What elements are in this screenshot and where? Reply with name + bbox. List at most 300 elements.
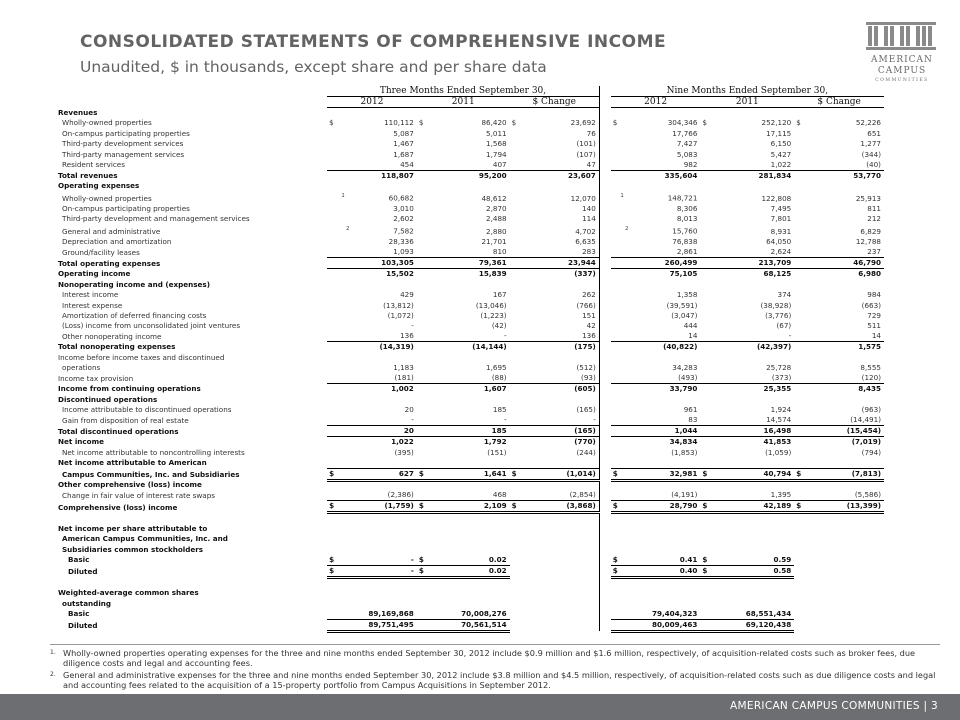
dollar-sign (611, 598, 624, 608)
row-value (807, 523, 884, 533)
row-value: 21,701 (481, 237, 507, 247)
row-label: Basic (68, 555, 90, 565)
row-value (429, 279, 509, 289)
row-value: 185 (429, 426, 509, 437)
row-value: (13,812) (383, 300, 414, 310)
dollar-sign (794, 426, 807, 437)
header-change-ytd: $ Change (794, 97, 884, 108)
header-2011-ytd: 2011 (700, 97, 794, 108)
row-value: $^2$ 7,582 (346, 226, 414, 236)
row-label: Depreciation and amortization (62, 237, 172, 247)
row-value (522, 394, 599, 404)
table-row (54, 447, 884, 457)
row-value: (42) (491, 321, 507, 331)
row-value (340, 458, 417, 468)
row-value: 729 (867, 310, 881, 320)
row-value: 468 (492, 490, 507, 500)
table-row (54, 181, 884, 191)
row-value: 23,692 (570, 118, 596, 128)
row-value: 1,467 (393, 139, 414, 149)
row-value: 47 (586, 159, 596, 169)
row-value: 212 (867, 214, 881, 224)
row-value (522, 181, 599, 191)
dollar-sign (417, 458, 430, 468)
dollar-sign (794, 191, 807, 203)
dollar-sign (700, 363, 713, 373)
row-value (429, 394, 509, 404)
row-value (522, 565, 599, 577)
dollar-sign (700, 269, 713, 280)
row-value: 1,044 (623, 426, 700, 437)
row-value (429, 534, 509, 544)
dollar-sign (327, 523, 340, 533)
dollar-sign (510, 290, 523, 300)
row-label: Third-party development services (62, 139, 184, 149)
dollar-sign (417, 139, 430, 149)
row-value: (5,586) (854, 490, 881, 500)
dollar-sign: $ (418, 118, 424, 128)
row-value: 8,013 (676, 214, 698, 224)
dollar-sign (417, 598, 430, 608)
dollar-sign (510, 247, 523, 258)
dollar-sign (510, 269, 523, 280)
row-value: (14,491) (850, 415, 881, 425)
row-label: (Loss) income from unconsolidated joint ventures (62, 321, 241, 331)
row-value: 86,420 (481, 118, 507, 128)
row-value: 42 (586, 321, 596, 331)
dollar-sign (327, 224, 340, 236)
row-value: 75,105 (623, 269, 700, 280)
dollar-sign (611, 523, 624, 533)
dollar-sign (794, 170, 807, 181)
dollar-sign (510, 108, 523, 118)
dollar-sign (700, 128, 713, 138)
row-value: (395) (394, 447, 414, 457)
row-value (807, 534, 884, 544)
row-value: 1,794 (486, 149, 507, 159)
row-value: (93) (581, 373, 596, 383)
dollar-sign (794, 214, 807, 224)
row-value: 1,002 (340, 384, 417, 395)
row-value: 454 (400, 159, 414, 169)
dollar-sign (700, 191, 713, 203)
table-row (54, 160, 884, 171)
row-value: 83 (688, 415, 698, 425)
row-value: 260,499 (623, 258, 700, 269)
row-label: Total revenues (58, 170, 118, 180)
row-value: - (411, 321, 414, 331)
dollar-sign (700, 139, 713, 149)
dollar-sign (700, 321, 713, 331)
row-value: (107) (576, 149, 596, 159)
dollar-sign (510, 224, 523, 236)
dollar-sign (327, 331, 340, 342)
dollar-sign (611, 331, 624, 342)
dollar-sign (611, 588, 624, 598)
table-row (54, 609, 884, 620)
dollar-sign (700, 544, 713, 554)
dollar-sign: $ (612, 118, 618, 128)
row-value: 122,808 (761, 193, 792, 203)
dollar-sign (510, 405, 523, 415)
row-value: (1,014) (522, 468, 599, 480)
dollar-sign (510, 447, 523, 457)
row-value (429, 577, 509, 587)
dollar-sign (510, 279, 523, 289)
table-row (54, 352, 884, 362)
row-value: 8,931 (770, 226, 792, 236)
row-label: General and administrative (62, 226, 161, 236)
dollar-sign (794, 247, 807, 258)
row-label: Change in fair value of interest rate swaps (62, 490, 216, 500)
dollar-sign (700, 170, 713, 181)
row-value: 23,607 (522, 170, 599, 181)
dollar-sign (611, 415, 624, 426)
table-row (54, 224, 884, 236)
row-value: 374 (777, 290, 792, 300)
row-label: Discontinued operations (58, 394, 158, 404)
row-value: (766) (576, 300, 596, 310)
row-value: - (504, 415, 507, 425)
dollar-sign (510, 480, 523, 490)
row-value: $^1$ 148,721 (620, 193, 698, 203)
row-value: (13,046) (475, 300, 507, 310)
row-label: Income from continuing operations (58, 384, 201, 394)
dollar-sign (417, 447, 430, 457)
row-value: (512) (576, 363, 596, 373)
table-row (54, 118, 884, 128)
row-value (429, 108, 509, 118)
row-value (340, 108, 417, 118)
row-value: 89,751,495 (340, 619, 417, 631)
dollar-sign (794, 290, 807, 300)
row-label: Total discontinued operations (58, 426, 179, 436)
row-value (340, 588, 417, 598)
dollar-sign (417, 269, 430, 280)
table-row (54, 279, 884, 289)
row-value (623, 544, 700, 554)
row-value: 2,861 (676, 247, 698, 257)
dollar-sign (327, 437, 340, 448)
dollar-sign (510, 214, 523, 224)
row-value (340, 394, 417, 404)
row-value: (337) (522, 269, 599, 280)
dollar-sign (700, 258, 713, 269)
row-value: 76,838 (672, 237, 698, 247)
dollar-sign (510, 619, 523, 631)
dollar-sign (327, 149, 340, 159)
page-subtitle: Unaudited, $ in thousands, except share and per share data (80, 58, 547, 76)
dollar-sign (417, 224, 430, 236)
row-value (623, 513, 700, 523)
row-value (522, 598, 599, 608)
row-label: outstanding (62, 598, 112, 608)
table-row (54, 394, 884, 404)
row-value: - (788, 331, 792, 341)
row-value: 1,022 (340, 437, 417, 448)
row-value: (7,019) (807, 437, 884, 448)
row-value: 1,568 (486, 139, 507, 149)
row-value: 25,355 (713, 384, 794, 395)
dollar-sign (794, 279, 807, 289)
row-value: 0.58 (713, 565, 794, 577)
row-value: 984 (867, 290, 881, 300)
row-value (713, 181, 794, 191)
dollar-sign (510, 544, 523, 554)
row-value (713, 279, 794, 289)
table-row (54, 269, 884, 280)
row-value: 69,120,438 (713, 619, 794, 631)
row-value: 5,011 (486, 128, 507, 138)
dollar-sign (794, 224, 807, 236)
dollar-sign (327, 352, 340, 362)
dollar-sign (794, 363, 807, 373)
row-value: 80,009,463 (623, 619, 700, 631)
dollar-sign (611, 311, 624, 321)
row-value: 407 (492, 159, 507, 169)
dollar-sign (327, 290, 340, 300)
dollar-sign (611, 247, 624, 258)
dollar-sign: $ (796, 118, 801, 128)
table-row (54, 565, 884, 577)
row-value: 304,346 (667, 118, 698, 128)
dollar-sign (510, 394, 523, 404)
dollar-sign (417, 352, 430, 362)
row-value (807, 181, 884, 191)
row-value: (1,059) (765, 447, 792, 457)
dollar-sign (417, 513, 430, 523)
dollar-sign (611, 363, 624, 373)
row-value (340, 480, 417, 490)
row-value: 2,488 (486, 214, 507, 224)
dollar-sign (611, 619, 624, 631)
table-row (54, 598, 884, 608)
row-value (807, 619, 884, 631)
row-value: 53,770 (807, 170, 884, 181)
row-value: 651 (867, 128, 881, 138)
row-value: 23,944 (522, 258, 599, 269)
row-value (522, 458, 599, 468)
row-value: 14 (688, 331, 698, 341)
row-value (713, 577, 794, 587)
row-value: 5,427 (770, 149, 792, 159)
row-value: 52,226 (855, 118, 881, 128)
dollar-sign (327, 384, 340, 395)
dollar-sign (327, 480, 340, 490)
table-row (54, 170, 884, 181)
dollar-sign (327, 279, 340, 289)
row-label: Income attributable to discontinued operations (62, 405, 232, 415)
dollar-sign (611, 426, 624, 437)
dollar-sign (611, 480, 624, 490)
row-value: (244) (576, 447, 596, 457)
row-value (522, 352, 599, 362)
dollar-sign (794, 139, 807, 149)
row-value: (3,868) (522, 501, 599, 513)
dollar-sign (700, 609, 713, 620)
row-value: 185 (492, 405, 507, 415)
row-value: (1,223) (480, 310, 507, 320)
row-label: Interest income (62, 290, 119, 300)
row-value: 2,109 (429, 501, 509, 513)
logo-wordmark: AMERICAN CAMPUS COMMUNITIES (871, 55, 933, 83)
row-value: 70,008,276 (461, 608, 507, 618)
dollar-sign (700, 384, 713, 395)
row-value: 110,112 (384, 118, 414, 128)
dollar-sign (611, 490, 624, 501)
row-label: Nonoperating income and (expenses) (58, 279, 210, 289)
row-value (340, 534, 417, 544)
dollar-sign: $ (702, 554, 708, 564)
dollar-sign (700, 160, 713, 171)
dollar-sign (611, 300, 624, 310)
row-value: 79,404,323 (651, 608, 698, 618)
row-value: 25,913 (855, 193, 881, 203)
row-value (807, 588, 884, 598)
row-value (807, 544, 884, 554)
row-value: 281,834 (713, 170, 794, 181)
dollar-sign (700, 588, 713, 598)
table-row (54, 214, 884, 224)
dollar-sign (327, 321, 340, 331)
row-label (54, 577, 327, 587)
dollar-sign (510, 609, 523, 620)
row-value: 34,283 (672, 363, 698, 373)
dollar-sign (327, 258, 340, 269)
dollar-sign (417, 405, 430, 415)
row-value: (2,854) (569, 490, 596, 500)
dollar-sign (611, 534, 624, 544)
dollar-sign (327, 160, 340, 171)
dollar-sign (510, 352, 523, 362)
row-value (807, 394, 884, 404)
row-value: 213,709 (713, 258, 794, 269)
row-value: 335,604 (623, 170, 700, 181)
dollar-sign (611, 352, 624, 362)
row-label: Subsidiaries common stockholders (62, 544, 204, 554)
row-value: 103,305 (340, 258, 417, 269)
row-value: 118,807 (340, 170, 417, 181)
table-row (54, 437, 884, 448)
row-value: 0.02 (429, 565, 509, 577)
dollar-sign: $ (327, 468, 340, 480)
row-label: Net income attributable to noncontrolling interests (62, 447, 245, 457)
dollar-sign: $ (417, 501, 430, 513)
row-label: Total nonoperating expenses (58, 342, 176, 352)
row-value (340, 544, 417, 554)
row-label: Resident services (62, 160, 125, 170)
row-value (807, 458, 884, 468)
dollar-sign: $ (417, 468, 430, 480)
dollar-sign (327, 128, 340, 138)
dollar-sign (611, 405, 624, 415)
row-value (807, 555, 884, 566)
row-value (623, 394, 700, 404)
row-value: 0.02 (488, 554, 507, 564)
row-value: - (411, 415, 414, 425)
footnote-1: 1. Wholly-owned properties operating expenses for the three and nine months ended September 30, 2012 include $0.9 million and $1.6 million, respectively, of acquisition-related costs such as broker fees, due diligence costs and legal and accounting fees. (50, 648, 916, 668)
row-value: 76 (586, 128, 596, 138)
row-value: 28,790 (623, 501, 700, 513)
row-value (429, 544, 509, 554)
row-value: 12,070 (570, 193, 596, 203)
row-value: 1,395 (770, 490, 792, 500)
dollar-sign (417, 384, 430, 395)
dollar-sign: $ (417, 565, 430, 577)
dollar-sign (510, 534, 523, 544)
dollar-sign (700, 458, 713, 468)
dollar-sign (700, 373, 713, 384)
row-label: On-campus participating properties (62, 203, 190, 213)
dollar-sign (510, 300, 523, 310)
row-value: (151) (487, 447, 507, 457)
row-value: (88) (491, 373, 507, 383)
row-value (623, 458, 700, 468)
dollar-sign (327, 191, 340, 203)
dollar-sign (327, 247, 340, 258)
row-value: (3,047) (671, 310, 698, 320)
dollar-sign (794, 565, 807, 577)
table-row (54, 290, 884, 300)
dollar-sign (794, 384, 807, 395)
row-value (429, 458, 509, 468)
row-value: (39,591) (666, 300, 698, 310)
dollar-sign (510, 258, 523, 269)
dollar-sign (510, 555, 523, 566)
row-value: (794) (861, 447, 881, 457)
dollar-sign (417, 237, 430, 247)
footnotes-divider (50, 644, 940, 645)
dollar-sign (700, 523, 713, 533)
row-value: 167 (492, 290, 507, 300)
row-value: 8,435 (807, 384, 884, 395)
row-value: 429 (400, 290, 414, 300)
dollar-sign (417, 363, 430, 373)
row-label: Wholly-owned properties (62, 193, 152, 203)
table-row (54, 577, 884, 587)
dollar-sign (700, 577, 713, 587)
row-label: American Campus Communities, Inc. and (62, 534, 228, 544)
row-value: 40,794 (713, 468, 794, 480)
dollar-sign (327, 415, 340, 426)
dollar-sign (794, 577, 807, 587)
dollar-sign (700, 300, 713, 310)
dollar-sign (611, 214, 624, 224)
dollar-sign: $ (702, 118, 707, 128)
dollar-sign (794, 437, 807, 448)
dollar-sign (700, 534, 713, 544)
dollar-sign (510, 321, 523, 331)
header-2012-ytd: 2012 (611, 97, 701, 108)
dollar-sign (327, 269, 340, 280)
table-row (54, 405, 884, 415)
dollar-sign (611, 258, 624, 269)
dollar-sign (417, 490, 430, 501)
row-value: 0.40 (623, 565, 700, 577)
row-value: 1,792 (429, 437, 509, 448)
row-value: 2,880 (486, 226, 507, 236)
row-value (429, 598, 509, 608)
dollar-sign (510, 384, 523, 395)
dollar-sign (700, 426, 713, 437)
table-row (54, 342, 884, 353)
dollar-sign (794, 342, 807, 353)
row-value (807, 108, 884, 118)
row-label: Operating expenses (58, 181, 140, 191)
dollar-sign (700, 237, 713, 247)
header-nine-months: Nine Months Ended September 30, (611, 86, 884, 97)
dollar-sign (417, 619, 430, 631)
